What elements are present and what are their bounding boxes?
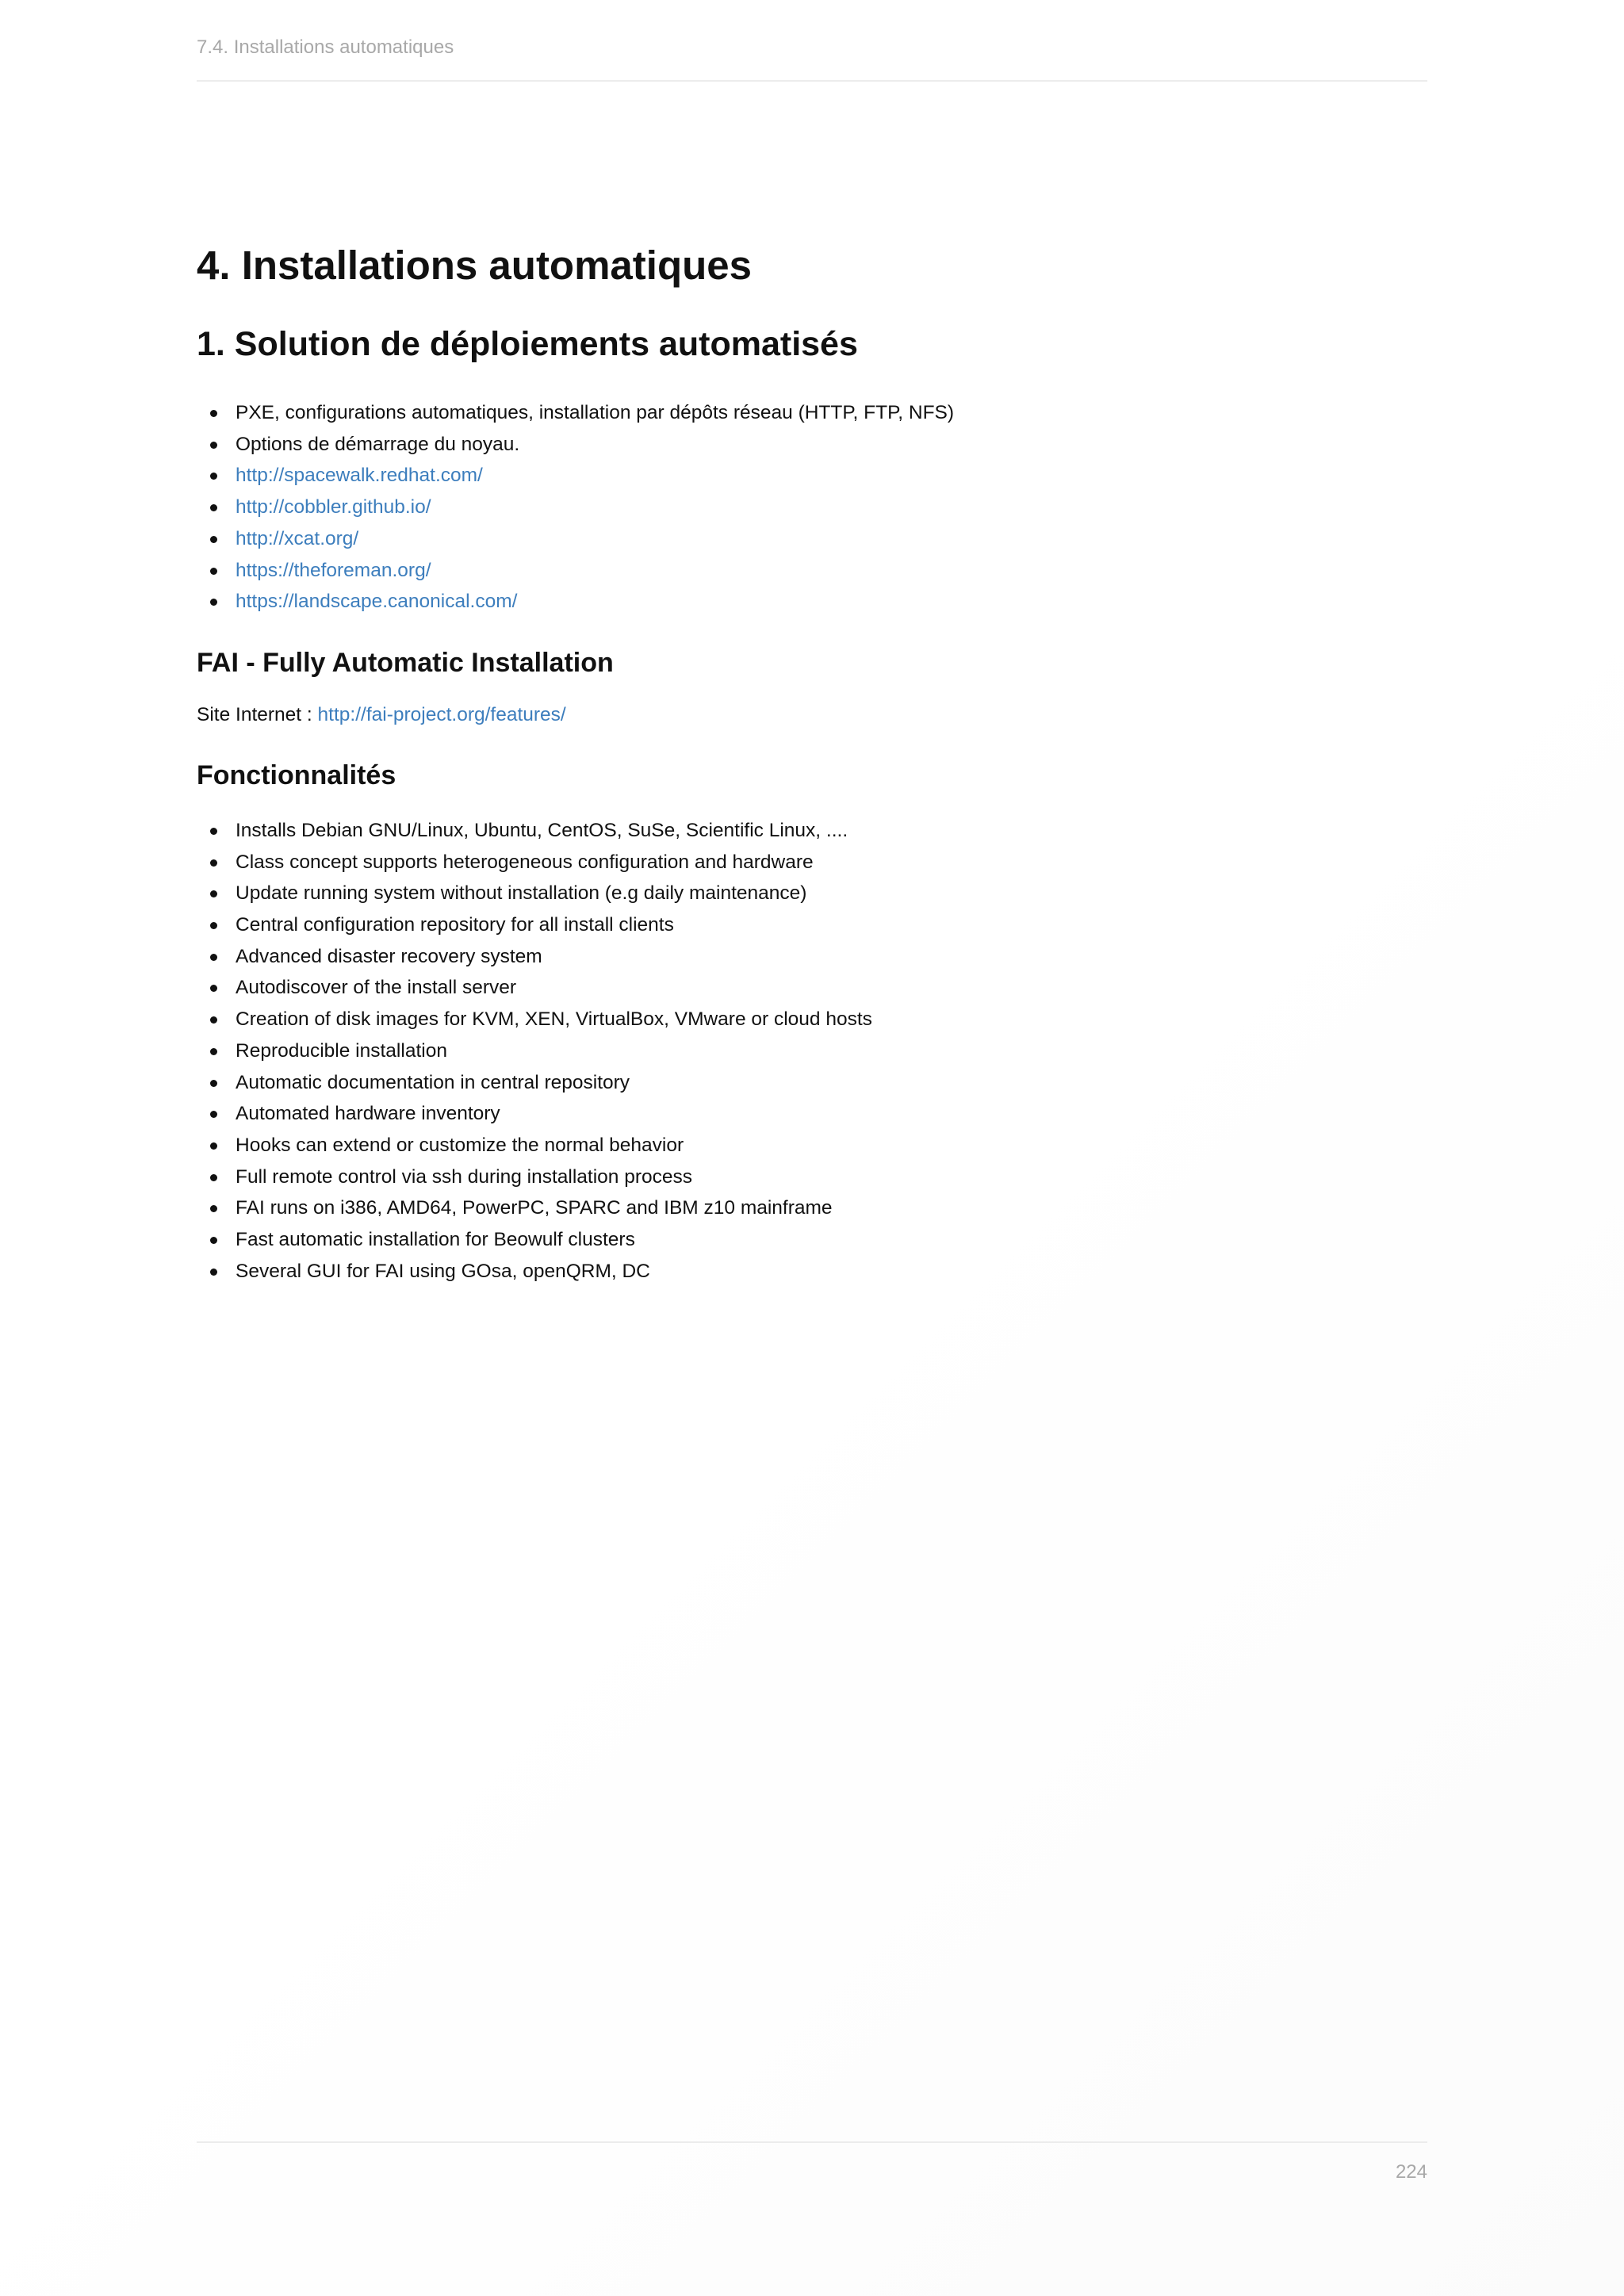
list-item: Several GUI for FAI using GOsa, openQRM, DC [197,1256,1427,1288]
features-heading: Fonctionnalités [197,760,396,790]
intro-list [197,397,1427,618]
list-item: Installs Debian GNU/Linux, Ubuntu, CentOS, SuSe, Scientific Linux, .... [197,815,1427,847]
running-header: 7.4. Installations automatiques [197,36,454,58]
link-cobbler[interactable]: http://cobbler.github.io/ [236,496,431,519]
list-item [197,429,1427,461]
list-item [197,586,1427,618]
header-divider [197,80,1427,82]
list-item: Autodiscover of the install server [197,972,1427,1004]
link-xcat[interactable]: http://xcat.org/ [236,527,359,549]
list-item: Class concept supports heterogeneous configuration and hardware [197,847,1427,878]
features-list [197,815,1427,1288]
list-item [197,523,1427,555]
list-item: Update running system without installation (e.g daily maintenance) [197,878,1427,909]
link-theforeman[interactable]: https://theforeman.org/ [236,559,431,581]
section-title: 1. Solution de déploiements automatisés [197,325,858,363]
main-content [197,239,1427,1287]
list-item: Fast automatic installation for Beowulf clusters [197,1224,1427,1256]
site-label: Site Internet : [197,703,318,725]
list-item-text: PXE, configurations automatiques, installation par dépôts réseau (HTTP, FTP, NFS) [236,402,955,423]
list-item-text: Options de démarrage du noyau. [236,433,520,455]
chapter-title: 4. Installations automatiques [197,243,752,288]
footer-divider [197,2141,1427,2143]
list-item [197,555,1427,587]
list-item: Automatic documentation in central repository [197,1067,1427,1099]
list-item: Hooks can extend or customize the normal behavior [197,1130,1427,1161]
site-line [197,699,1427,731]
list-item [197,460,1427,492]
list-item [197,492,1427,523]
list-item [197,397,1427,429]
list-item: FAI runs on i386, AMD64, PowerPC, SPARC and IBM z10 mainframe [197,1192,1427,1224]
list-item: Reproducible installation [197,1035,1427,1067]
link-spacewalk[interactable]: http://spacewalk.redhat.com/ [236,465,483,487]
list-item: Central configuration repository for all install clients [197,909,1427,941]
link-fai-project[interactable]: http://fai-project.org/features/ [317,703,566,725]
list-item: Full remote control via ssh during installation process [197,1161,1427,1193]
list-item: Automated hardware inventory [197,1098,1427,1130]
fai-heading: FAI - Fully Automatic Installation [197,647,614,678]
page-number: 224 [1395,2161,1427,2183]
link-landscape[interactable]: https://landscape.canonical.com/ [236,591,518,613]
list-item: Advanced disaster recovery system [197,941,1427,973]
list-item: Creation of disk images for KVM, XEN, VirtualBox, VMware or cloud hosts [197,1004,1427,1035]
